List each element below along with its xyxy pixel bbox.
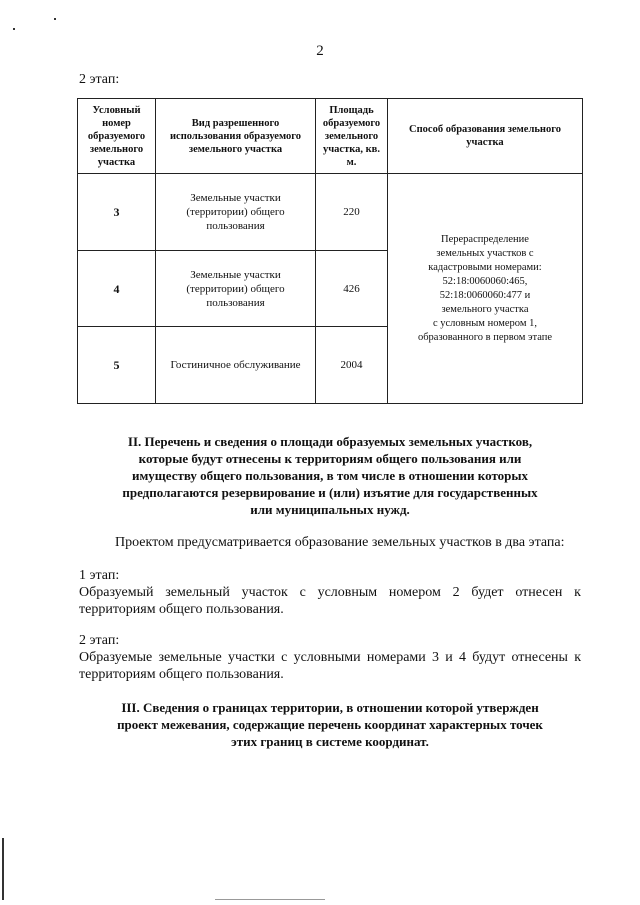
heading-line: этих границ в системе координат. — [231, 734, 429, 749]
scan-speck — [13, 28, 15, 30]
page-number: 2 — [316, 43, 324, 59]
formation-method — [388, 174, 583, 404]
header-permitted-use: Вид разрешенного использования образуемого земельного участка — [156, 99, 316, 174]
stage2-label-top: 2 этап: — [79, 72, 120, 87]
heading-line: предполагаются резервирование и (или) изъятие для государственных — [122, 485, 538, 500]
section2-heading — [80, 433, 580, 518]
stage1-label: 1 этап: — [79, 568, 120, 583]
lots-table — [77, 98, 583, 404]
method-line: 52:18:0060060:465, — [442, 275, 528, 287]
stage2-text: Образуемые земельные участки с условными номерами 3 и 4 будут отнесены к территориям общего пользования. — [79, 650, 581, 682]
method-line: образованного в первом этапе — [417, 331, 553, 343]
permitted-use: Земельные участки (территории) общего пользования — [156, 174, 316, 251]
scan-speck — [54, 18, 56, 20]
heading-line: которые будут отнесены к территориям общего пользования или — [138, 451, 522, 466]
method-line: кадастровыми номерами: — [428, 261, 542, 273]
lot-number: 5 — [78, 327, 156, 404]
lot-area: 426 — [316, 251, 388, 327]
method-line: земельных участков с — [436, 247, 534, 259]
heading-line: или муниципальных нужд. — [250, 502, 410, 517]
lot-area: 2004 — [316, 327, 388, 404]
intro-paragraph: Проектом предусматривается образование земельных участков в два этапа: — [115, 535, 565, 550]
method-line: земельного участка — [441, 303, 529, 315]
method-line: Перераспределение — [441, 233, 529, 245]
method-line: 52:18:0060060:477 и — [439, 289, 531, 301]
header-lot-number: Условный номер образуемого земельного участка — [78, 99, 156, 174]
heading-line: проект межевания, содержащие перечень координат характерных точек — [117, 717, 543, 732]
stage1-text: Образуемый земельный участок с условным номером 2 будет отнесен к территориям общего пользования. — [79, 585, 581, 617]
lot-number: 4 — [78, 251, 156, 327]
heading-line: II. Перечень и сведения о площади образуемых земельных участков, — [127, 434, 533, 449]
lot-area: 220 — [316, 174, 388, 251]
heading-line: имуществу общего пользования, в том числе в отношении которых — [131, 468, 529, 483]
header-area: Площадь образуемого земельного участка, кв. м. — [316, 99, 388, 174]
table-header-row — [78, 99, 583, 174]
permitted-use: Гостиничное обслуживание — [156, 327, 316, 404]
header-formation-method: Способ образования земельного участка — [388, 99, 583, 174]
stage2-label: 2 этап: — [79, 633, 120, 648]
scan-footer-dash — [215, 899, 325, 900]
scan-edge — [2, 838, 4, 900]
section3-heading — [80, 699, 580, 750]
lot-number: 3 — [78, 174, 156, 251]
permitted-use: Земельные участки (территории) общего пользования — [156, 251, 316, 327]
table-row — [78, 174, 583, 251]
heading-line: III. Сведения о границах территории, в отношении которой утвержден — [121, 700, 539, 715]
method-line: с условным номером 1, — [432, 317, 537, 329]
